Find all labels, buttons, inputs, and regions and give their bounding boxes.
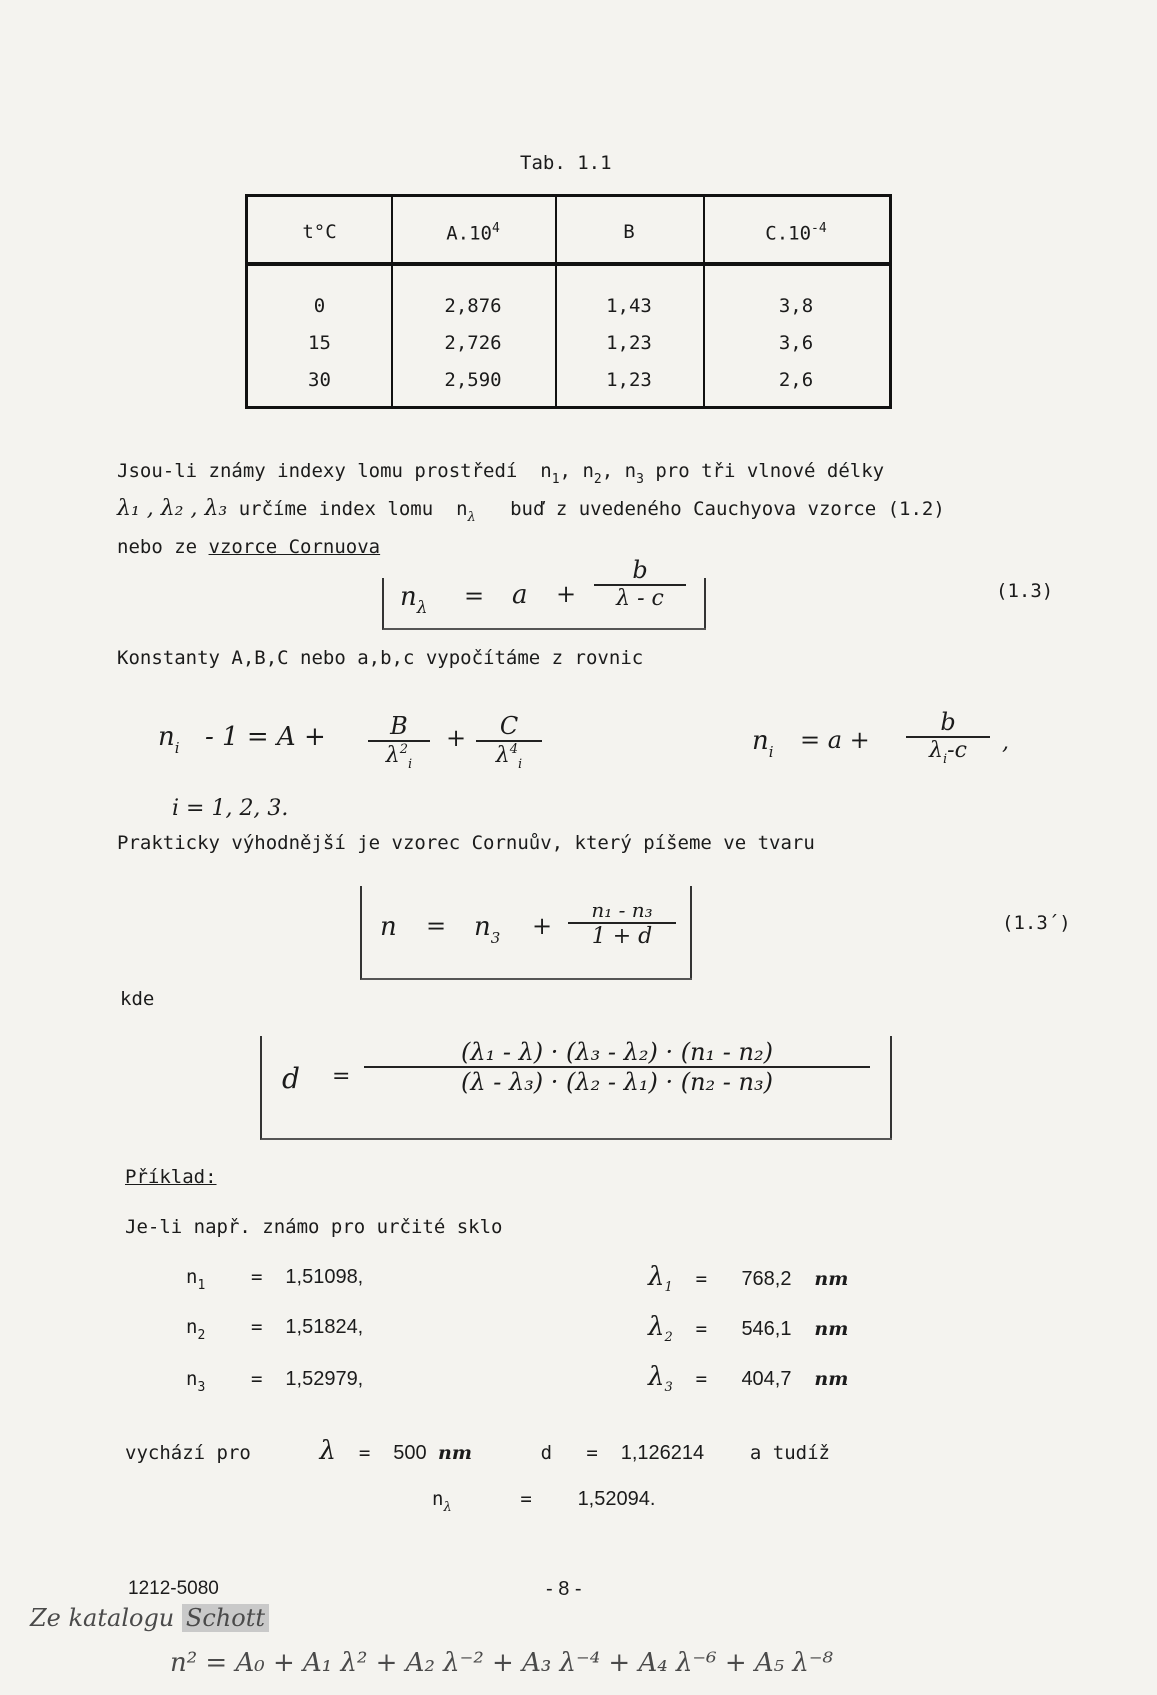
fraction-numerator: b: [632, 556, 648, 584]
document-code: 1212-5080: [128, 1578, 219, 1599]
example-n-row: $n_2$ = 1,51824,: [186, 1316, 364, 1343]
fraction-denominator: $\lambda^4_i$: [495, 742, 523, 772]
example-final: $n_\lambda$ = 1,52094.: [432, 1488, 656, 1515]
eqsys-left-mid: - 1 = A +: [205, 722, 326, 752]
example-lambda-row: $\lambda_2$ = 546,1 nm: [648, 1312, 849, 1345]
plus-sign: +: [446, 724, 467, 752]
data-table: [245, 194, 892, 409]
example-n-row: $n_1$ = 1,51098,: [186, 1266, 364, 1293]
table-cell: 2,6: [778, 369, 814, 391]
eq13b-lhs: n: [380, 912, 397, 942]
example-title: Příklad:: [125, 1166, 217, 1188]
table-cell: 15: [308, 332, 331, 354]
eqsys-fraction-2: [476, 712, 542, 772]
eqsys-right-lhs: $n_i$: [752, 726, 774, 761]
paragraph-line: Konstanty A,B,C nebo a,b,c vypočítáme z rovnic: [117, 647, 644, 669]
equals-sign: =: [332, 1064, 351, 1089]
fraction-denominator: $\lambda^2_i$: [385, 742, 413, 772]
fraction-numerator: b: [940, 708, 956, 736]
fraction-denominator: λ - c: [616, 586, 664, 611]
eq13b-n3: $n_3$: [474, 912, 501, 947]
eq13b-fraction: [568, 898, 676, 949]
table-header-cell: $C.10^{-4}$: [765, 221, 827, 245]
eq13-fraction: [594, 556, 686, 611]
eqd-lhs: d: [282, 1062, 300, 1095]
eqsys-right-mid: = a +: [800, 726, 870, 754]
equation-label: (1.3´): [1002, 912, 1071, 934]
fraction-numerator: B: [390, 712, 408, 740]
fraction-denominator: 1 + d: [591, 924, 653, 949]
paragraph-line: Prakticky výhodnější je vzorec Cornuův, který píšeme ve tvaru: [117, 832, 815, 854]
table-cell: 1,23: [606, 369, 652, 391]
plus-sign: +: [532, 912, 553, 940]
table-cell: 2,726: [444, 332, 502, 354]
example-result: vychází pro λ = 500 nm d = 1,126214 a tudíž: [125, 1436, 830, 1466]
eqsys-left-lhs: $n_i$: [158, 722, 180, 757]
table-header-cell: $A.10^4$: [446, 221, 500, 245]
paragraph-line: nebo ze vzorce Cornuova: [117, 536, 381, 558]
table-cell: 1,43: [606, 295, 652, 317]
table-cell: 2,876: [444, 295, 502, 317]
pencil-formula: n² = A₀ + A₁ λ² + A₂ λ⁻² + A₃ λ⁻⁴ + A₄ λ⁻⁶ + A₅ λ⁻⁸: [170, 1648, 833, 1678]
eq13-lhs: $n_\lambda$: [400, 582, 428, 618]
table-cell: 1,23: [606, 332, 652, 354]
example-lambda-row: $\lambda_3$ = 404,7 nm: [648, 1362, 849, 1395]
table-cell: 30: [308, 369, 331, 391]
equation-label: (1.3): [996, 580, 1054, 602]
page-number: - 8 -: [546, 1578, 582, 1600]
fraction-denominator: $\lambda_i-c$: [929, 738, 967, 767]
table-caption: Tab. 1.1: [520, 152, 612, 174]
eqd-fraction: [364, 1038, 870, 1096]
equals-sign: =: [464, 582, 485, 610]
fraction-numerator: C: [499, 712, 519, 740]
comma: ,: [1002, 730, 1009, 755]
fraction-numerator: (λ₁ - λ) · (λ₃ - λ₂) · (n₁ - n₂): [461, 1038, 773, 1066]
index-range: i = 1, 2, 3.: [172, 796, 289, 821]
fraction-numerator: n₁ - n₃: [591, 898, 653, 922]
paragraph-line: λ₁ , λ₂ , λ₃ určíme index lomu $n_\lambda$ buď z uvedeného Cauchyova vzorce (1.2): [117, 496, 945, 525]
paragraph-line: Jsou-li známy indexy lomu prostředí $n_1$, $n_2$, $n_3$ pro tři vlnové délky: [117, 460, 885, 487]
eq13-a: a: [512, 580, 528, 610]
example-lambda-row: $\lambda_1$ = 768,2 nm: [648, 1262, 849, 1295]
table-cell: 2,590: [444, 369, 502, 391]
example-intro: Je-li např. známo pro určité sklo: [125, 1216, 503, 1238]
cornu-link: vzorce Cornuova: [208, 536, 381, 558]
paragraph-line: kde: [120, 988, 155, 1010]
fraction-denominator: (λ - λ₃) · (λ₂ - λ₁) · (n₂ - n₃): [461, 1068, 773, 1096]
example-n-row: $n_3$ = 1,52979,: [186, 1368, 364, 1395]
equals-sign: =: [426, 912, 447, 940]
table-header-cell: B: [623, 221, 635, 243]
table-header-cell: t°C: [302, 221, 337, 243]
pencil-note: Ze katalogu Schott: [30, 1604, 269, 1632]
table-cell: 0: [313, 295, 326, 317]
eqsys-fraction-1: [368, 712, 430, 772]
table-cell: 3,8: [778, 295, 814, 317]
eqsys-fraction-3: [906, 708, 990, 767]
table-cell: 3,6: [778, 332, 814, 354]
plus-sign: +: [556, 580, 577, 608]
